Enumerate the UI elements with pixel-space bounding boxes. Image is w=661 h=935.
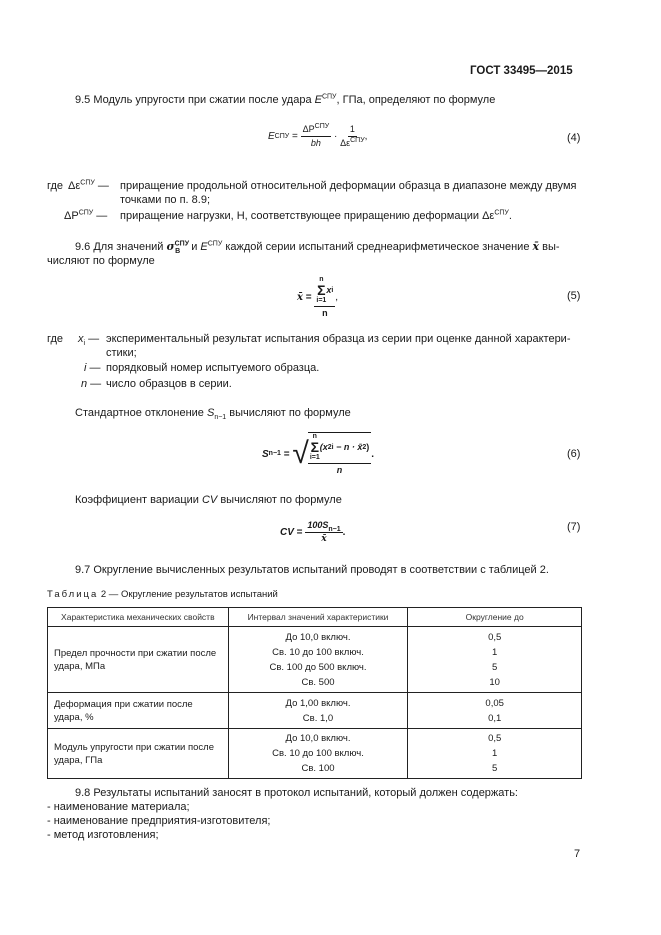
section-9-6-cont: числяют по формуле (47, 255, 155, 267)
def-dash: — (87, 378, 102, 390)
superscript: СПУ (494, 209, 509, 217)
interval-value: Св. 100 до 500 включ. (269, 661, 367, 673)
rounding-cell (408, 627, 582, 693)
formula-end: , (335, 292, 339, 303)
symbol-e: E (314, 94, 322, 106)
table-header: Округление до (408, 608, 582, 627)
fraction-sup: СПУ (350, 137, 365, 144)
fraction-sup: СПУ (314, 123, 330, 130)
sum-bottom: i=1 (316, 297, 327, 304)
formula-fraction-1 (301, 124, 332, 149)
def-symbol: i (84, 362, 87, 374)
table-row (48, 693, 582, 729)
text: вычисляют по формуле (226, 407, 351, 419)
text: каждой серии испытаний среднеарифметическое значение (222, 241, 533, 253)
formula-fraction: n Σ i=1 (x 2 i − n · x̄ 2 ) n (309, 433, 370, 475)
list-item: - наименование предприятия-изготовителя; (47, 815, 271, 827)
formula-7 (280, 520, 345, 545)
superscript: СПУ (174, 240, 190, 248)
rounding-value: 1 (492, 748, 498, 759)
rounding-value: 10 (489, 676, 500, 688)
def-delta-eps (68, 179, 109, 193)
caption-label: Таблица (47, 589, 99, 600)
formula-5 (297, 276, 338, 319)
text: . (508, 210, 512, 222)
cv-intro (75, 493, 342, 507)
superscript: СПУ (207, 240, 223, 248)
text: Коэффициент вариации (75, 494, 202, 506)
formula-lhs: S (262, 448, 269, 460)
def-symbol-i (84, 361, 101, 375)
interval-value: До 10,0 включ. (285, 631, 351, 643)
def-sup: СПУ (80, 179, 95, 187)
def-sub: i (83, 340, 86, 348)
formula-number-4: (4) (567, 132, 581, 144)
property-name: Предел прочности при сжатии после удара, МПа (48, 627, 229, 693)
interval-value: Св. 1,0 (302, 712, 334, 724)
table-row (48, 627, 582, 693)
fraction-num: ΔP (302, 124, 315, 134)
formula-eq: = (289, 131, 301, 142)
section-9-7: 9.7 Округление вычисленных результатов испытаний проводят в соответствии с таблицей 2. (75, 564, 549, 576)
table-row (48, 729, 582, 779)
where-label: где (47, 180, 64, 192)
sum-term: x (326, 285, 332, 295)
def-text: порядковый номер испытуемого образца. (106, 362, 320, 374)
fraction-num: 1 (348, 124, 357, 137)
document-id: ГОСТ 33495—2015 (470, 65, 573, 77)
text: Стандартное отклонение (75, 407, 207, 419)
formula-4: E СПУ = $\frac{\Delta P^{СПУ}}{bh}$ · $\frac{1}{\Delta\varepsilon^{СПУ}}$ , (268, 123, 368, 148)
formula-fraction (305, 520, 342, 545)
rounding-table (47, 607, 582, 779)
def-dash: — (86, 362, 101, 374)
def-text (120, 209, 512, 223)
symbol-sigma: σ (166, 240, 175, 253)
interval-value: Св. 100 (301, 763, 335, 774)
def-symbol: ΔP (64, 210, 79, 222)
rounding-value: 0,05 (485, 697, 504, 709)
formula-lhs: CV (280, 527, 294, 538)
rounding-cell (408, 729, 582, 779)
formula-number-7: (7) (567, 521, 581, 533)
formula-eq: = (280, 448, 293, 460)
sum-top: n (319, 276, 324, 283)
page-number: 7 (574, 848, 581, 860)
fraction-den: x̄ (321, 534, 327, 544)
def-dash: — (85, 333, 100, 345)
sum-top: n (312, 433, 317, 440)
subscript: n−1 (214, 414, 227, 422)
def-text: стики; (106, 347, 137, 359)
interval-value: Св. 10 до 100 включ. (272, 748, 364, 759)
sum-sign: Σ (310, 439, 319, 455)
sum-bottom: i=1 (309, 454, 320, 461)
where-label: где (47, 333, 64, 345)
list-item: - наименование материала; (47, 801, 190, 813)
rounding-value: 0,5 (488, 733, 502, 744)
symbol-e: E (200, 241, 208, 253)
formula-eq: = (302, 292, 315, 303)
interval-value: До 10,0 включ. (285, 733, 351, 744)
text: вычисляют по формуле (217, 494, 342, 506)
def-text: приращение продольной относительной деформации образца в диапазоне между двумя (120, 180, 577, 192)
property-name: Модуль упругости при сжатии после удара, ГПа (48, 729, 229, 779)
def-sup: СПУ (78, 209, 94, 217)
fraction-den: bh (310, 138, 321, 148)
def-dash: — (94, 180, 109, 192)
rounding-value: 0,5 (488, 631, 502, 643)
sum-sign: Σ (317, 282, 326, 298)
rounding-value: 5 (492, 661, 498, 673)
table-header: Интервал значений характеристики (228, 608, 408, 627)
def-text: точками по п. 8.9; (120, 194, 211, 206)
sum-operator (316, 276, 326, 305)
property-name: Деформация при сжатии после удара, % (48, 693, 229, 729)
table-header-row (48, 608, 582, 627)
formula-6: S n−1 = √ n Σ i=1 (x 2 i − n · x̄ 2 ) n . (262, 433, 375, 475)
rounding-value: 1 (492, 646, 498, 658)
formula-eq: = (293, 527, 306, 538)
def-symbol: x (78, 333, 84, 345)
table-caption (47, 588, 278, 602)
interval-value: До 1,00 включ. (285, 697, 351, 709)
section-9-6-intro (75, 240, 560, 254)
text: вы- (539, 241, 560, 253)
interval-cell (228, 627, 408, 693)
def-symbol-n (81, 377, 101, 391)
formula-end: , (364, 131, 368, 142)
fraction-sub: n−1 (328, 525, 341, 533)
subscript: В (175, 248, 181, 256)
caption-text: 2 — Округление результатов испытаний (98, 589, 278, 600)
def-text: экспериментальный результат испытания образца из серии при оценке данной характери- (106, 333, 571, 345)
formula-dot: · (331, 131, 341, 142)
text: 9.5 Модуль упругости при сжатии после удара (75, 94, 315, 106)
interval-cell (228, 729, 408, 779)
rounding-value: 5 (492, 763, 498, 774)
symbol-s: S (206, 407, 215, 419)
fraction-num: 100S (307, 520, 329, 530)
superscript: СПУ (321, 93, 337, 101)
std-dev-intro (75, 406, 351, 420)
formula-lhs: E (268, 131, 275, 142)
formula-end: . (342, 527, 346, 538)
text: приращение нагрузки, Н, соответствующее приращению деформации Δε (120, 210, 495, 222)
expr: ) (366, 442, 370, 452)
interval-cell (228, 693, 408, 729)
section-9-5-intro (75, 93, 495, 107)
formula-fraction-2 (340, 124, 365, 149)
list-item: - метод изготовления; (47, 829, 159, 841)
sqrt-sign: √ (292, 437, 309, 470)
fraction-den: n (322, 308, 328, 318)
formula-end: . (371, 448, 375, 460)
interval-value: Св. 500 (301, 676, 335, 688)
formula-number-5: (5) (567, 290, 581, 302)
formula-fraction: n Σ i=1 x i n (316, 276, 334, 318)
table-header: Характеристика механических свойств (48, 608, 229, 627)
def-dash: — (93, 210, 108, 222)
fraction-den: n (336, 465, 343, 475)
text: 9.6 Для значений (75, 241, 167, 253)
def-symbol-xi (78, 332, 99, 346)
expr: − n · x̄ (333, 442, 363, 452)
rounding-value: 0,1 (488, 712, 502, 724)
sum-operator (310, 433, 320, 462)
symbol-cv: CV (201, 494, 218, 506)
def-symbol: n (81, 378, 88, 390)
formula-lhs: x̄ (297, 292, 303, 303)
def-delta-p (64, 209, 107, 223)
section-9-8: 9.8 Результаты испытаний заносят в протокол испытаний, который должен содержать: (75, 787, 518, 799)
formula-number-6: (6) (567, 448, 581, 460)
interval-value: Св. 10 до 100 включ. (272, 646, 364, 658)
def-text: число образцов в серии. (106, 378, 232, 390)
rounding-cell (408, 693, 582, 729)
text: , ГПа, определяют по формуле (336, 94, 496, 106)
symbol-xbar: x̄ (532, 240, 540, 253)
expr: (x (319, 442, 328, 452)
def-symbol: Δε (68, 180, 81, 192)
text: и (188, 241, 201, 253)
fraction-den: Δε (340, 138, 351, 148)
